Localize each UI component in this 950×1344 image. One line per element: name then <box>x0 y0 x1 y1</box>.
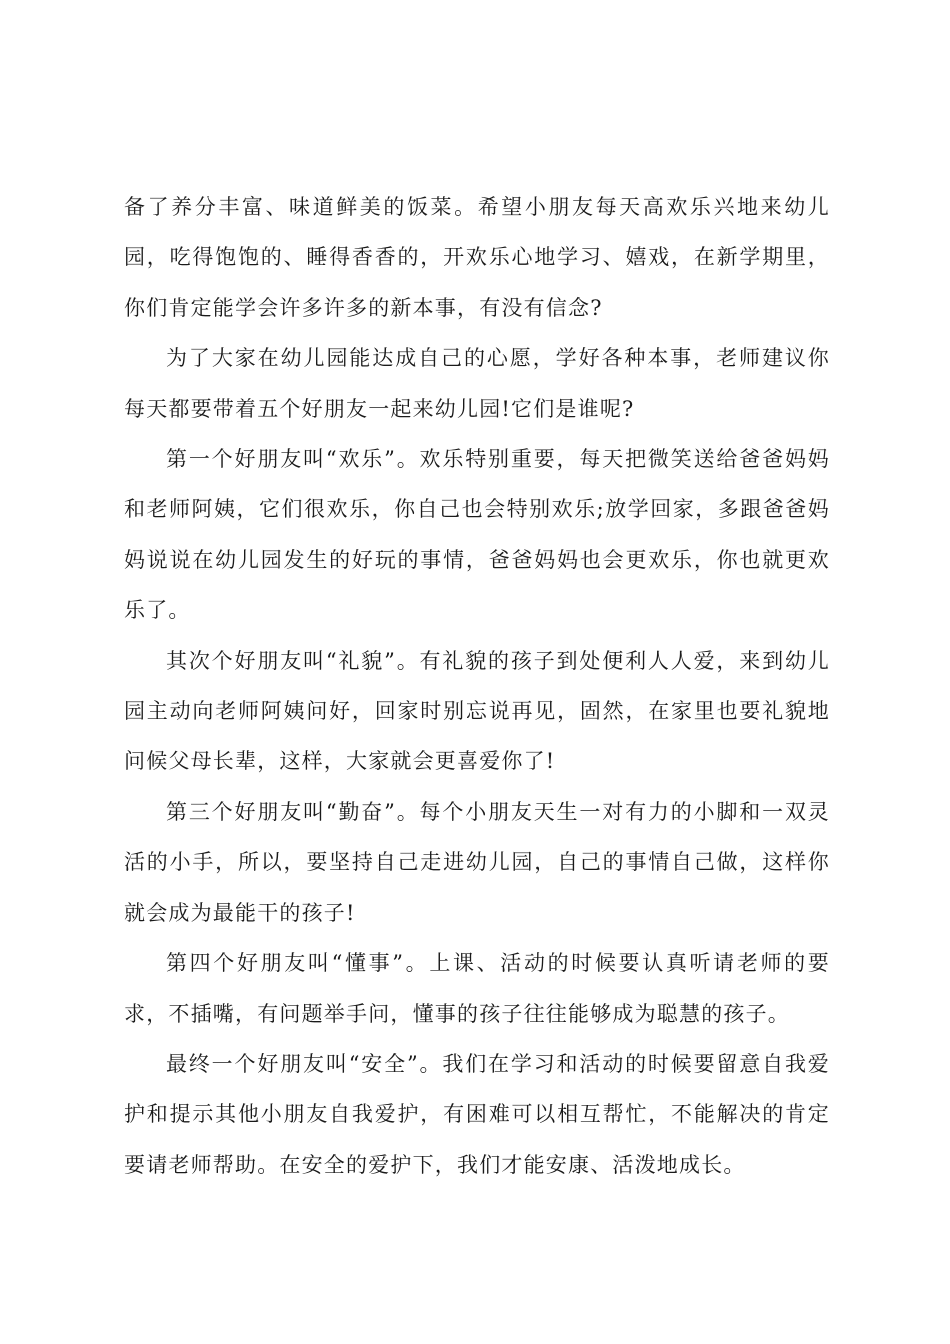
paragraph-friend-diligence: 第三个好朋友叫“勤奋”。每个小朋友天生一对有力的小脚和一双灵活的小手，所以，要坚持自己走进幼儿园，自己的事情自己做，这样你就会成为最能干的孩子! <box>124 799 830 925</box>
document-body <box>124 182 830 1190</box>
paragraph-friend-sensible: 第四个好朋友叫“懂事”。上课、活动的时候要认真听请老师的要求，不插嘴，有问题举手问，懂事的孩子往往能够成为聪慧的孩子。 <box>124 951 830 1026</box>
paragraph-wish: 为了大家在幼儿园能达成自己的心愿，学好各种本事，老师建议你每天都要带着五个好朋友一起来幼儿园!它们是谁呢? <box>124 346 830 421</box>
paragraph-friend-happiness: 第一个好朋友叫“欢乐”。欢乐特别重要，每天把微笑送给爸爸妈妈和老师阿姨，它们很欢乐，你自己也会特别欢乐;放学回家，多跟爸爸妈妈说说在幼儿园发生的好玩的事情，爸爸妈妈也会更欢乐，你也就更欢乐了。 <box>124 447 830 623</box>
paragraph-friend-politeness: 其次个好朋友叫“礼貌”。有礼貌的孩子到处便利人人爱，来到幼儿园主动向老师阿姨问好，回家时别忘说再见，固然，在家里也要礼貌地问候父母长辈，这样，大家就会更喜爱你了! <box>124 648 830 774</box>
paragraph-friend-safety: 最终一个好朋友叫“安全”。我们在学习和活动的时候要留意自我爱护和提示其他小朋友自我爱护，有困难可以相互帮忙，不能解决的肯定要请老师帮助。在安全的爱护下，我们才能安康、活泼地成长。 <box>124 1051 830 1177</box>
paragraph-continuation: 备了养分丰富、味道鲜美的饭菜。希望小朋友每天高欢乐兴地来幼儿园，吃得饱饱的、睡得香香的，开欢乐心地学习、嬉戏，在新学期里，你们肯定能学会许多许多的新本事，有没有信念? <box>124 195 830 320</box>
